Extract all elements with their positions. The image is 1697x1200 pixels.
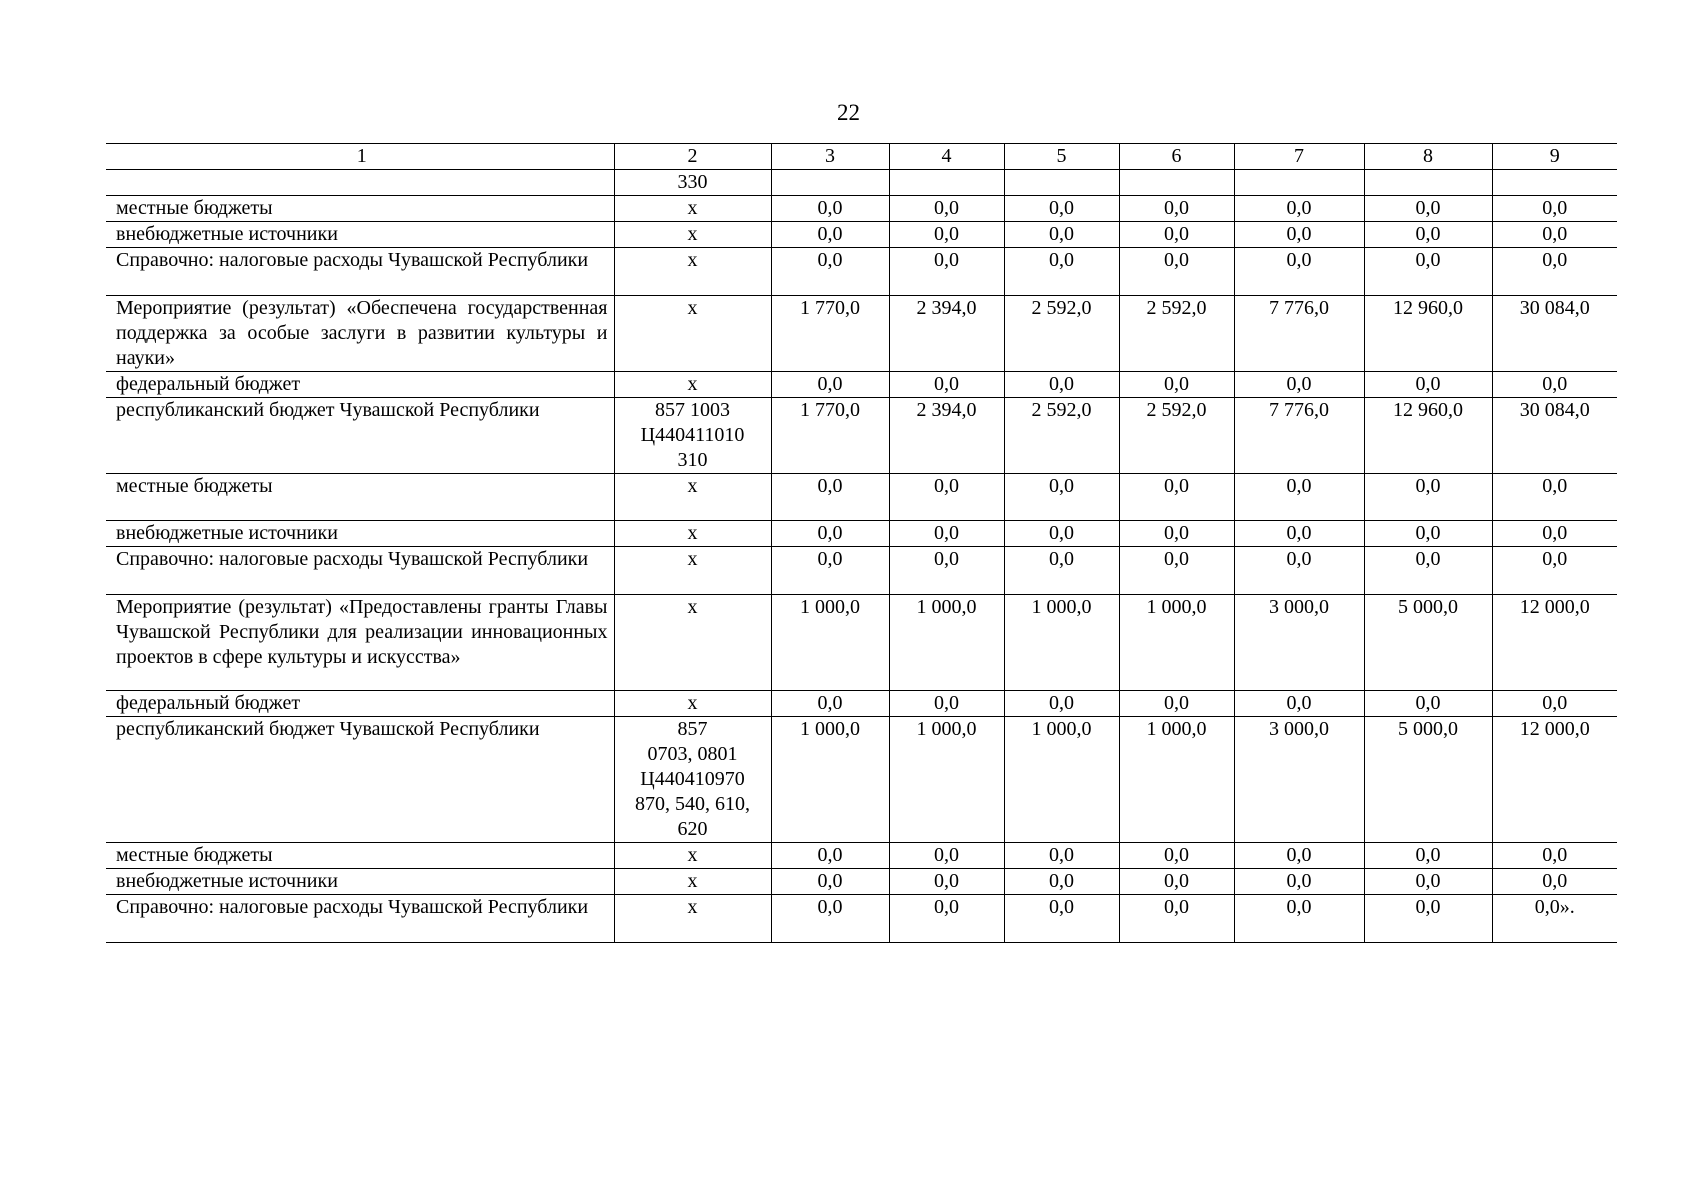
cell-col-4: 0,0	[889, 196, 1004, 222]
cell-col-9: 0,0	[1492, 691, 1617, 717]
cell-col-9: 0,0	[1492, 474, 1617, 521]
cell-description: Мероприятие (результат) «Предоставлены гранты Главы Чувашской Республики для реализации инновационных проектов в сфере культуры и искусства»	[106, 595, 614, 691]
cell-col-5: 0,0	[1004, 547, 1119, 595]
cell-col-4: 0,0	[889, 372, 1004, 398]
cell-col-3	[771, 170, 889, 196]
cell-col-6: 0,0	[1119, 474, 1234, 521]
table-row	[106, 869, 1617, 895]
cell-budget-code: x	[614, 248, 771, 296]
cell-budget-code: 330	[614, 170, 771, 196]
cell-description: Справочно: налоговые расходы Чувашской Республики	[106, 248, 614, 296]
cell-col-7: 0,0	[1234, 895, 1364, 943]
cell-col-9: 12 000,0	[1492, 595, 1617, 691]
table-row	[106, 248, 1617, 296]
cell-budget-code: x	[614, 474, 771, 521]
cell-col-7: 7 776,0	[1234, 296, 1364, 372]
cell-col-9: 0,0	[1492, 372, 1617, 398]
cell-col-8: 0,0	[1364, 196, 1492, 222]
cell-col-5: 0,0	[1004, 222, 1119, 248]
cell-description: местные бюджеты	[106, 843, 614, 869]
cell-col-7: 0,0	[1234, 248, 1364, 296]
cell-col-6: 0,0	[1119, 222, 1234, 248]
cell-budget-code: x	[614, 372, 771, 398]
cell-budget-code: x	[614, 521, 771, 547]
table-row	[106, 547, 1617, 595]
cell-col-8: 0,0	[1364, 474, 1492, 521]
cell-description	[106, 170, 614, 196]
cell-budget-code: x	[614, 222, 771, 248]
cell-col-9: 0,0	[1492, 196, 1617, 222]
cell-description: внебюджетные источники	[106, 521, 614, 547]
cell-col-9	[1492, 170, 1617, 196]
cell-description: местные бюджеты	[106, 196, 614, 222]
cell-col-3: 1 770,0	[771, 398, 889, 474]
cell-budget-code: x	[614, 196, 771, 222]
cell-budget-code: x	[614, 895, 771, 943]
cell-col-4: 1 000,0	[889, 717, 1004, 843]
cell-col-5: 0,0	[1004, 248, 1119, 296]
cell-col-3: 0,0	[771, 547, 889, 595]
cell-col-7: 0,0	[1234, 196, 1364, 222]
cell-col-8: 12 960,0	[1364, 296, 1492, 372]
cell-col-4: 0,0	[889, 547, 1004, 595]
header-cell-budget-code: 2	[614, 144, 771, 170]
cell-col-6: 1 000,0	[1119, 595, 1234, 691]
table-row	[106, 170, 1617, 196]
header-cell-col-8: 8	[1364, 144, 1492, 170]
cell-col-4: 0,0	[889, 691, 1004, 717]
cell-description: республиканский бюджет Чувашской Республики	[106, 717, 614, 843]
table-row	[106, 895, 1617, 943]
table-row	[106, 691, 1617, 717]
cell-col-4: 0,0	[889, 222, 1004, 248]
cell-col-3: 0,0	[771, 196, 889, 222]
cell-col-8: 0,0	[1364, 895, 1492, 943]
cell-col-4	[889, 170, 1004, 196]
cell-col-3: 1 770,0	[771, 296, 889, 372]
cell-col-7: 0,0	[1234, 843, 1364, 869]
cell-description: внебюджетные источники	[106, 869, 614, 895]
cell-col-7: 0,0	[1234, 222, 1364, 248]
cell-budget-code: x	[614, 691, 771, 717]
cell-col-7: 0,0	[1234, 474, 1364, 521]
cell-col-4: 2 394,0	[889, 296, 1004, 372]
table-row	[106, 372, 1617, 398]
cell-col-7: 7 776,0	[1234, 398, 1364, 474]
cell-col-7: 0,0	[1234, 521, 1364, 547]
cell-col-6: 0,0	[1119, 521, 1234, 547]
cell-col-7: 3 000,0	[1234, 717, 1364, 843]
cell-col-9: 0,0	[1492, 248, 1617, 296]
cell-col-3: 0,0	[771, 895, 889, 943]
header-cell-col-6: 6	[1119, 144, 1234, 170]
cell-col-5: 0,0	[1004, 474, 1119, 521]
cell-col-9: 0,0».	[1492, 895, 1617, 943]
cell-col-5: 0,0	[1004, 521, 1119, 547]
cell-description: Справочно: налоговые расходы Чувашской Республики	[106, 547, 614, 595]
cell-col-9: 0,0	[1492, 547, 1617, 595]
cell-col-7: 0,0	[1234, 372, 1364, 398]
cell-col-6: 0,0	[1119, 691, 1234, 717]
page-number: 22	[837, 100, 860, 125]
table-header-row	[106, 144, 1617, 170]
cell-col-5: 1 000,0	[1004, 595, 1119, 691]
cell-col-3: 1 000,0	[771, 717, 889, 843]
cell-col-9: 30 084,0	[1492, 296, 1617, 372]
cell-col-6: 2 592,0	[1119, 398, 1234, 474]
cell-description: Мероприятие (результат) «Обеспечена государственная поддержка за особые заслуги в развитии культуры и науки»	[106, 296, 614, 372]
cell-col-5: 2 592,0	[1004, 398, 1119, 474]
cell-col-7: 0,0	[1234, 869, 1364, 895]
table-row	[106, 196, 1617, 222]
table-row	[106, 843, 1617, 869]
header-cell-col-9: 9	[1492, 144, 1617, 170]
cell-col-8: 0,0	[1364, 222, 1492, 248]
cell-col-3: 0,0	[771, 474, 889, 521]
cell-col-8: 5 000,0	[1364, 595, 1492, 691]
cell-col-6: 0,0	[1119, 895, 1234, 943]
header-cell-col-3: 3	[771, 144, 889, 170]
cell-col-6: 0,0	[1119, 248, 1234, 296]
cell-col-8: 0,0	[1364, 547, 1492, 595]
cell-col-8: 5 000,0	[1364, 717, 1492, 843]
table-row	[106, 296, 1617, 372]
cell-col-5: 1 000,0	[1004, 717, 1119, 843]
cell-col-5: 0,0	[1004, 895, 1119, 943]
cell-col-5: 0,0	[1004, 869, 1119, 895]
cell-col-3: 0,0	[771, 248, 889, 296]
cell-col-7: 0,0	[1234, 691, 1364, 717]
cell-col-3: 0,0	[771, 843, 889, 869]
cell-col-8: 0,0	[1364, 521, 1492, 547]
cell-col-4: 0,0	[889, 248, 1004, 296]
cell-col-9: 0,0	[1492, 222, 1617, 248]
table-row	[106, 222, 1617, 248]
table-body	[106, 144, 1617, 943]
cell-col-3: 0,0	[771, 222, 889, 248]
cell-col-6: 0,0	[1119, 843, 1234, 869]
header-cell-col-7: 7	[1234, 144, 1364, 170]
cell-budget-code: x	[614, 296, 771, 372]
cell-col-8: 0,0	[1364, 869, 1492, 895]
cell-budget-code: x	[614, 843, 771, 869]
cell-budget-code: x	[614, 869, 771, 895]
table-row	[106, 474, 1617, 521]
cell-col-8: 0,0	[1364, 248, 1492, 296]
cell-col-6: 0,0	[1119, 547, 1234, 595]
header-cell-col-5: 5	[1004, 144, 1119, 170]
cell-description: местные бюджеты	[106, 474, 614, 521]
cell-col-4: 0,0	[889, 474, 1004, 521]
cell-col-6: 0,0	[1119, 869, 1234, 895]
cell-description: Справочно: налоговые расходы Чувашской Республики	[106, 895, 614, 943]
cell-col-3: 0,0	[771, 521, 889, 547]
table-row	[106, 521, 1617, 547]
cell-description: внебюджетные источники	[106, 222, 614, 248]
cell-col-5: 0,0	[1004, 372, 1119, 398]
cell-col-8: 12 960,0	[1364, 398, 1492, 474]
cell-col-6: 1 000,0	[1119, 717, 1234, 843]
header-cell-description: 1	[106, 144, 614, 170]
cell-description: республиканский бюджет Чувашской Республики	[106, 398, 614, 474]
cell-col-8	[1364, 170, 1492, 196]
cell-budget-code: 857 1003 Ц440411010 310	[614, 398, 771, 474]
cell-col-7: 3 000,0	[1234, 595, 1364, 691]
cell-col-4: 0,0	[889, 843, 1004, 869]
table-row	[106, 717, 1617, 843]
cell-col-6: 2 592,0	[1119, 296, 1234, 372]
cell-budget-code: 857 0703, 0801 Ц440410970 870, 540, 610, 620	[614, 717, 771, 843]
cell-col-8: 0,0	[1364, 843, 1492, 869]
cell-col-9: 0,0	[1492, 869, 1617, 895]
cell-col-6: 0,0	[1119, 372, 1234, 398]
cell-col-9: 0,0	[1492, 843, 1617, 869]
cell-col-3: 0,0	[771, 691, 889, 717]
cell-col-3: 0,0	[771, 869, 889, 895]
cell-col-3: 0,0	[771, 372, 889, 398]
cell-budget-code: x	[614, 595, 771, 691]
cell-col-6	[1119, 170, 1234, 196]
table-row	[106, 595, 1617, 691]
cell-col-4: 0,0	[889, 521, 1004, 547]
cell-col-9: 12 000,0	[1492, 717, 1617, 843]
cell-col-6: 0,0	[1119, 196, 1234, 222]
cell-col-9: 0,0	[1492, 521, 1617, 547]
cell-description: федеральный бюджет	[106, 691, 614, 717]
cell-col-4: 2 394,0	[889, 398, 1004, 474]
cell-col-8: 0,0	[1364, 372, 1492, 398]
cell-col-5: 0,0	[1004, 691, 1119, 717]
cell-col-5: 0,0	[1004, 196, 1119, 222]
header-cell-col-4: 4	[889, 144, 1004, 170]
cell-col-5	[1004, 170, 1119, 196]
cell-col-7	[1234, 170, 1364, 196]
cell-budget-code: x	[614, 547, 771, 595]
cell-col-5: 0,0	[1004, 843, 1119, 869]
table-row	[106, 398, 1617, 474]
cell-col-7: 0,0	[1234, 547, 1364, 595]
cell-col-4: 1 000,0	[889, 595, 1004, 691]
budget-table	[106, 143, 1617, 943]
cell-col-3: 1 000,0	[771, 595, 889, 691]
cell-col-5: 2 592,0	[1004, 296, 1119, 372]
cell-col-4: 0,0	[889, 869, 1004, 895]
cell-description: федеральный бюджет	[106, 372, 614, 398]
cell-col-9: 30 084,0	[1492, 398, 1617, 474]
cell-col-8: 0,0	[1364, 691, 1492, 717]
cell-col-4: 0,0	[889, 895, 1004, 943]
